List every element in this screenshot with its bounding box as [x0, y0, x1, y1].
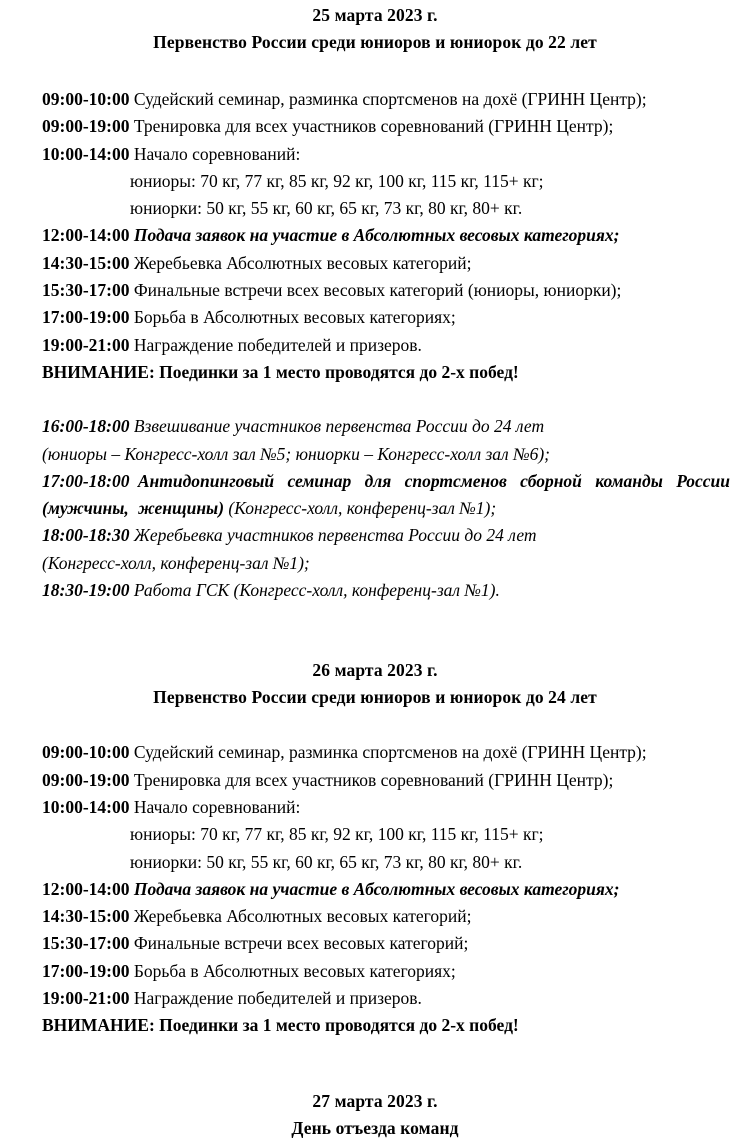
- row-time: 15:30-17:00: [42, 933, 130, 954]
- row-time: 09:00-10:00: [42, 89, 130, 109]
- row-text: Подача заявок на участие в Абсолютных весовых категориях;: [133, 225, 620, 246]
- weighin-row: [42, 522, 730, 549]
- schedule-row: [42, 277, 730, 304]
- row-time: 19:00-21:00: [42, 988, 130, 1009]
- day3-subtitle-heading: День отъезда команд: [291, 1117, 459, 1138]
- row-text: Награждение победителей и призеров.: [133, 334, 422, 355]
- schedule-row: [42, 876, 730, 903]
- day2-subtitle-heading: Первенство России среди юниоров и юниорок до 24 лет: [153, 687, 597, 708]
- day1-schedule: [42, 86, 730, 386]
- day1-subtitle-heading: Первенство России среди юниоров и юниорок до 22 лет: [153, 32, 597, 52]
- day1-date-heading: 25 марта 2023 г.: [312, 5, 438, 25]
- row-text: Жеребьевка Абсолютных весовых категорий;: [133, 252, 472, 273]
- row-venue: (Конгресс-холл, конференц-зал №1);: [228, 498, 497, 519]
- antidoping-seminar-row: [42, 468, 730, 523]
- row-time: 12:00-14:00: [42, 225, 130, 246]
- day3-date-heading: 27 марта 2023 г.: [312, 1090, 438, 1111]
- weighin-venues: (юниоры – Конгресс-холл зал №5; юниорки – Конгресс-холл зал №6);: [42, 443, 550, 464]
- weight-categories-juniors: юниоры: 70 кг, 77 кг, 85 кг, 92 кг, 100 кг, 115 кг, 115+ кг;: [130, 824, 544, 845]
- row-text: Награждение победителей и призеров.: [133, 988, 422, 1009]
- row-time: 17:00-19:00: [42, 307, 130, 328]
- schedule-row: [42, 86, 730, 113]
- row-text: Начало соревнований:: [133, 143, 301, 164]
- schedule-row: [42, 930, 730, 957]
- day1-attention-note: ВНИМАНИЕ: Поединки за 1 место проводятся до 2-х побед!: [42, 361, 519, 382]
- weight-categories-juniors: юниоры: 70 кг, 77 кг, 85 кг, 92 кг, 100 кг, 115 кг, 115+ кг;: [130, 170, 544, 191]
- schedule-row: [42, 250, 730, 277]
- weighin-block: [42, 413, 730, 604]
- row-text: Антидопинговый семинар для спортсменов сборной команды России (мужчины, женщины): [42, 470, 731, 519]
- day2-schedule: [42, 739, 730, 1039]
- day2-heading-gap: [42, 711, 730, 739]
- weighin-block-gap: [42, 386, 730, 413]
- row-text: Взвешивание участников первенства России до 24 лет: [133, 416, 545, 437]
- row-text: Жеребьевка участников первенства России до 24 лет: [133, 525, 537, 546]
- row-time: 17:00-19:00: [42, 960, 130, 981]
- day2-gap: [42, 604, 730, 657]
- row-text: Тренировка для всех участников соревнований (ГРИНН Центр);: [133, 116, 614, 137]
- schedule-row: [42, 332, 730, 359]
- row-time: 09:00-19:00: [42, 769, 130, 790]
- row-text: Судейский семинар, разминка спортсменов на дохё (ГРИНН Центр);: [133, 89, 647, 109]
- row-text: Работа ГСК (Конгресс-холл, конференц-зал №1).: [133, 580, 500, 601]
- row-text: Борьба в Абсолютных весовых категориях;: [133, 960, 456, 981]
- day3-gap: [42, 1040, 730, 1088]
- weight-categories-juniorettes: юниорки: 50 кг, 55 кг, 60 кг, 65 кг, 73 кг, 80 кг, 80+ кг.: [130, 851, 523, 872]
- schedule-row: [42, 222, 730, 249]
- day2-date-heading: 26 марта 2023 г.: [312, 660, 438, 681]
- row-time: 18:30-19:00: [42, 580, 130, 601]
- row-time: 12:00-14:00: [42, 878, 130, 899]
- draw-venue: (Конгресс-холл, конференц-зал №1);: [42, 552, 310, 573]
- row-text: Тренировка для всех участников соревнований (ГРИНН Центр);: [133, 769, 614, 790]
- row-time: 14:30-15:00: [42, 906, 130, 927]
- row-text: Начало соревнований:: [133, 796, 301, 817]
- schedule-row: [42, 304, 730, 331]
- row-time: 19:00-21:00: [42, 334, 130, 355]
- row-text: Борьба в Абсолютных весовых категориях;: [133, 307, 456, 328]
- row-text: Подача заявок на участие в Абсолютных весовых категориях;: [133, 878, 620, 899]
- schedule-row: [42, 794, 730, 821]
- schedule-row: [42, 113, 730, 140]
- row-time: 18:00-18:30: [42, 525, 130, 546]
- weight-categories-juniorettes: юниорки: 50 кг, 55 кг, 60 кг, 65 кг, 73 кг, 80 кг, 80+ кг.: [130, 198, 523, 219]
- day2-attention-note: ВНИМАНИЕ: Поединки за 1 место проводятся до 2-х побед!: [42, 1015, 519, 1036]
- weighin-row: [42, 577, 730, 604]
- row-time: 15:30-17:00: [42, 280, 130, 301]
- row-time: 09:00-19:00: [42, 116, 130, 137]
- schedule-row: [42, 903, 730, 930]
- schedule-row: [42, 767, 730, 794]
- row-time: 10:00-14:00: [42, 796, 130, 817]
- row-time: 16:00-18:00: [42, 416, 130, 437]
- row-text: Судейский семинар, разминка спортсменов на дохё (ГРИНН Центр);: [133, 742, 647, 763]
- schedule-row: [42, 985, 730, 1012]
- row-time: 17:00-18:00: [42, 470, 130, 491]
- schedule-row: [42, 958, 730, 985]
- schedule-row: [42, 739, 730, 766]
- row-text: Финальные встречи всех весовых категорий;: [133, 933, 469, 954]
- weighin-row: [42, 413, 730, 440]
- row-time: 09:00-10:00: [42, 742, 130, 763]
- day1-heading-gap: [42, 56, 730, 86]
- row-text: Жеребьевка Абсолютных весовых категорий;: [133, 906, 472, 927]
- row-text: Финальные встречи всех весовых категорий (юниоры, юниорки);: [133, 280, 622, 301]
- row-time: 10:00-14:00: [42, 143, 130, 164]
- row-time: 14:30-15:00: [42, 252, 130, 273]
- schedule-row: [42, 141, 730, 168]
